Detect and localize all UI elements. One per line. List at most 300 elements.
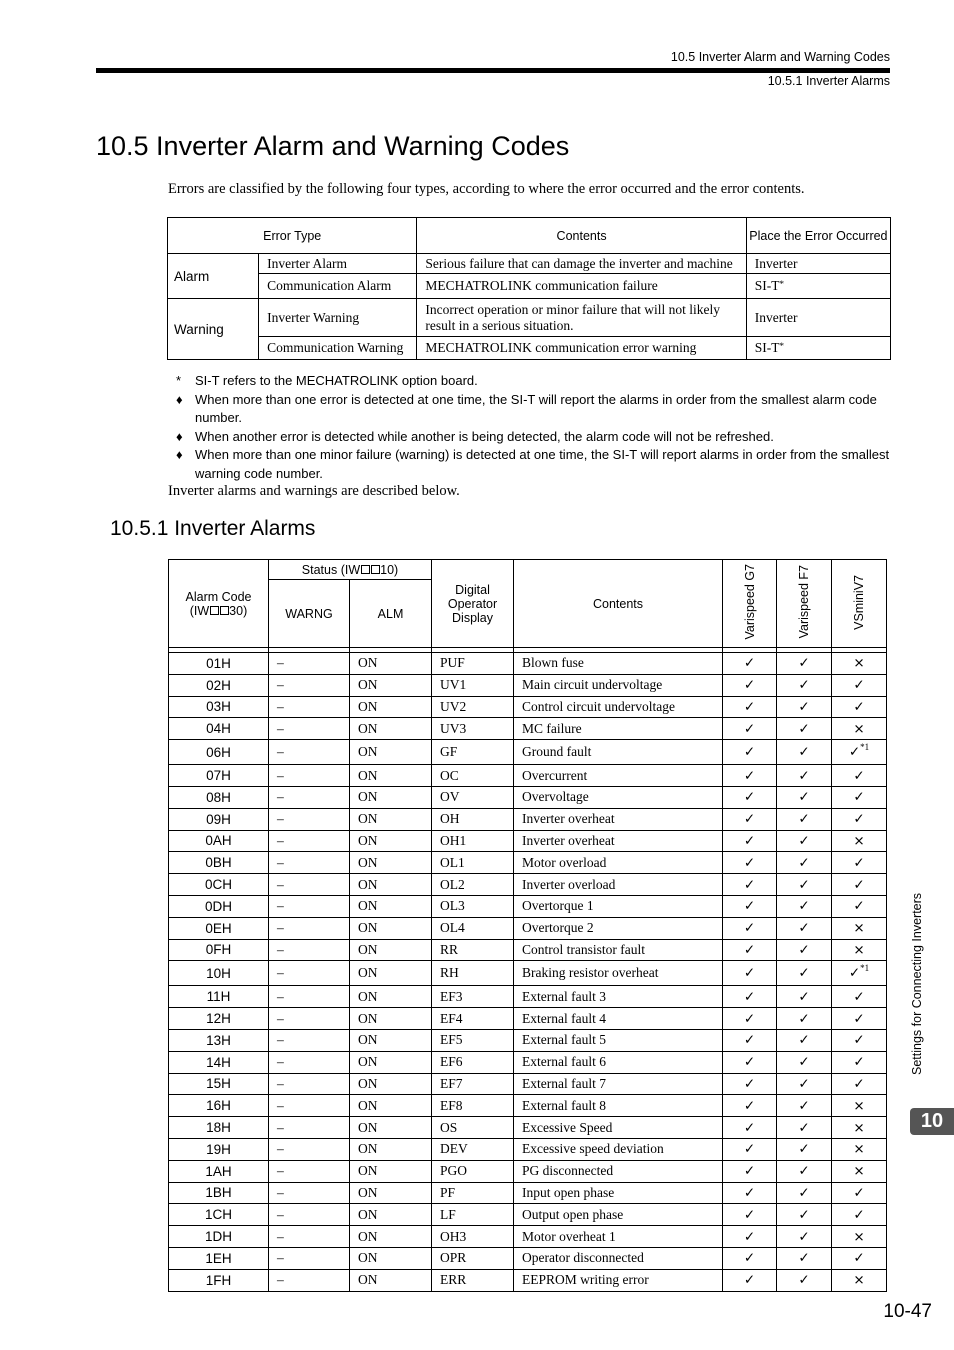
warng-cell-text: – (277, 941, 284, 957)
alm-cell-text: ON (358, 1141, 378, 1157)
vsminiv7-cell (832, 1226, 887, 1248)
alm-cell (350, 1117, 432, 1139)
vsminiv7-cell (832, 765, 887, 787)
header-varispeed-g7 (723, 560, 777, 648)
vsminiv7-cell (832, 852, 887, 874)
alarm-code-cell-text: 19H (206, 1141, 231, 1157)
varispeed-g7-cell (723, 939, 777, 961)
contents-cell-text: MC failure (522, 720, 582, 736)
varispeed-f7-cell (777, 718, 832, 740)
display-cell-text: EF3 (440, 988, 463, 1004)
varispeed-g7-cell (723, 674, 777, 696)
display-cell-text: RH (440, 965, 459, 981)
alm-cell (350, 874, 432, 896)
error-type: Inverter Alarm (259, 254, 417, 274)
cross-icon: × (853, 655, 865, 672)
check-icon: ✓ (743, 941, 756, 958)
check-icon: ✓ (848, 744, 861, 761)
alarm-code-cell (169, 1182, 269, 1204)
display-cell-text: DEV (440, 1141, 468, 1157)
vsminiv7-cell (832, 786, 887, 808)
vsminiv7-cell (832, 1269, 887, 1291)
alarm-code-cell-text: 14H (206, 1054, 231, 1070)
vsminiv7-cell (832, 917, 887, 939)
varispeed-f7-cell (777, 653, 832, 675)
alarm-code-cell-text: 07H (206, 768, 231, 784)
alarm-code-cell (169, 1138, 269, 1160)
warng-cell-text: – (277, 720, 284, 736)
alarm-code-label: Alarm Code (185, 589, 252, 604)
check-icon: ✓ (848, 965, 861, 982)
table-row (169, 808, 887, 830)
cross-icon: × (853, 720, 865, 737)
display-cell (432, 917, 514, 939)
header-contents: Contents (514, 560, 723, 648)
varispeed-g7-cell (723, 740, 777, 765)
check-icon: ✓ (798, 1032, 810, 1049)
cross-icon: × (853, 1141, 865, 1158)
check-icon: ✓ (798, 767, 810, 784)
display-cell-text: EF4 (440, 1010, 463, 1026)
warng-cell (269, 1138, 350, 1160)
table-row (169, 786, 887, 808)
display-cell (432, 852, 514, 874)
alm-cell-text: ON (358, 1228, 378, 1244)
warng-cell-text: – (277, 898, 284, 914)
alm-cell-text: ON (358, 832, 378, 848)
contents-cell (514, 808, 723, 830)
varispeed-g7-cell (723, 1051, 777, 1073)
check-icon: ✓ (743, 1097, 756, 1114)
alarm-code-cell-text: 08H (206, 789, 231, 805)
contents-cell (514, 1073, 723, 1095)
contents-cell (514, 895, 723, 917)
check-icon: ✓ (743, 789, 756, 806)
placeholder-square-icon (361, 565, 370, 574)
vsminiv7-cell (832, 1160, 887, 1182)
display-cell (432, 874, 514, 896)
display-cell (432, 1226, 514, 1248)
alm-cell (350, 986, 432, 1008)
display-cell (432, 961, 514, 986)
alm-cell (350, 1160, 432, 1182)
check-icon: ✓ (853, 1206, 865, 1223)
section-subtitle: 10.5.1 Inverter Alarms (110, 517, 316, 540)
display-cell (432, 895, 514, 917)
contents-cell-text: Motor overheat 1 (522, 1228, 616, 1244)
error-place: Inverter (746, 254, 890, 274)
table-row (169, 674, 887, 696)
cross-icon: × (853, 1119, 865, 1136)
check-icon: ✓ (743, 1141, 756, 1158)
alarm-code-cell (169, 696, 269, 718)
varispeed-f7-cell (777, 1226, 832, 1248)
alm-cell (350, 852, 432, 874)
header-status (269, 560, 432, 580)
varispeed-f7-cell (777, 852, 832, 874)
varispeed-g7-cell (723, 696, 777, 718)
alarm-code-cell (169, 786, 269, 808)
vsminiv7-cell (832, 895, 887, 917)
alm-cell-text: ON (358, 854, 378, 870)
varispeed-f7-cell (777, 1008, 832, 1030)
alm-cell (350, 961, 432, 986)
contents-cell (514, 696, 723, 718)
display-cell (432, 1247, 514, 1269)
display-cell (432, 1160, 514, 1182)
alm-cell (350, 740, 432, 765)
contents-cell-text: External fault 7 (522, 1075, 606, 1091)
intro-paragraph: Errors are classified by the following four types, according to where the error occurred and the error contents. (168, 181, 805, 197)
alm-cell-text: ON (358, 988, 378, 1004)
vsminiv7-cell (832, 1029, 887, 1051)
display-cell (432, 696, 514, 718)
check-icon: ✓ (798, 789, 810, 806)
placeholder-square-icon (210, 606, 219, 615)
alm-cell-text: ON (358, 876, 378, 892)
alm-cell-text: ON (358, 1075, 378, 1091)
contents-cell-text: Inverter overheat (522, 832, 615, 848)
display-cell-text: OPR (440, 1250, 467, 1266)
display-cell-text: OL1 (440, 854, 465, 870)
vsminiv7-cell (832, 718, 887, 740)
alarm-code-cell (169, 1051, 269, 1073)
alm-cell (350, 1138, 432, 1160)
check-icon: ✓ (853, 767, 865, 784)
alm-cell-text: ON (358, 789, 378, 805)
warng-cell-text: – (277, 698, 284, 714)
display-cell-text: RR (440, 941, 459, 957)
warng-cell (269, 765, 350, 787)
check-icon: ✓ (853, 988, 865, 1005)
check-icon: ✓ (743, 767, 756, 784)
alarm-code-cell (169, 674, 269, 696)
alarm-code-cell-text: 1AH (205, 1163, 232, 1179)
table-row (169, 765, 887, 787)
alarm-code-cell (169, 1117, 269, 1139)
varispeed-f7-cell (777, 917, 832, 939)
warng-cell-text: – (277, 876, 284, 892)
warng-cell (269, 740, 350, 765)
display-cell-text: EF7 (440, 1075, 463, 1091)
display-cell-text: PF (440, 1184, 456, 1200)
contents-cell (514, 986, 723, 1008)
alarm-code-cell (169, 718, 269, 740)
alm-cell-text: ON (358, 744, 378, 760)
display-cell-text: EF8 (440, 1097, 463, 1113)
warng-cell-text: – (277, 988, 284, 1004)
contents-cell (514, 1204, 723, 1226)
warng-cell-text: – (277, 789, 284, 805)
table-row (169, 1160, 887, 1182)
contents-cell (514, 852, 723, 874)
contents-cell-text: Overcurrent (522, 767, 588, 783)
warng-cell-text: – (277, 1119, 284, 1135)
si-t-text: SI-T* (754, 278, 785, 293)
contents-cell (514, 653, 723, 675)
check-icon: ✓ (853, 811, 865, 828)
alarm-code-cell-text: 06H (206, 744, 231, 760)
varispeed-f7-cell (777, 786, 832, 808)
warng-cell (269, 895, 350, 917)
alm-cell (350, 808, 432, 830)
contents-cell (514, 1182, 723, 1204)
check-icon: ✓ (853, 677, 865, 694)
alarm-code-cell (169, 1226, 269, 1248)
alarm-code-cell (169, 830, 269, 852)
varispeed-f7-cell (777, 1029, 832, 1051)
contents-cell-text: Motor overload (522, 854, 607, 870)
placeholder-square-icon (371, 565, 380, 574)
varispeed-g7-cell (723, 653, 777, 675)
cross-icon: × (853, 1228, 865, 1245)
table-row (169, 1051, 887, 1073)
check-icon: ✓ (743, 1054, 756, 1071)
varispeed-f7-cell (777, 1247, 832, 1269)
check-icon: ✓ (798, 1250, 810, 1267)
varispeed-g7-cell (723, 1182, 777, 1204)
bullet-text: When more than one error is detected at one time, the SI-T will report the alarms in order from the smallest alarm code number. (195, 391, 877, 425)
check-icon: ✓ (743, 876, 756, 893)
display-cell (432, 765, 514, 787)
table-row (169, 961, 887, 986)
alm-cell-text: ON (358, 898, 378, 914)
alarm-code-cell-text: 10H (206, 965, 231, 981)
contents-cell (514, 1269, 723, 1291)
warng-cell (269, 917, 350, 939)
varispeed-f7-cell (777, 830, 832, 852)
footnote-ref: *1 (860, 963, 870, 974)
warng-cell (269, 1117, 350, 1139)
check-icon: ✓ (743, 1272, 756, 1289)
varispeed-f7-cell (777, 961, 832, 986)
alm-cell-text: ON (358, 720, 378, 736)
display-cell (432, 653, 514, 675)
display-cell (432, 1182, 514, 1204)
outro-paragraph: Inverter alarms and warnings are described below. (168, 483, 460, 499)
table-row (169, 1029, 887, 1051)
alarm-code-cell (169, 1247, 269, 1269)
warng-cell (269, 1160, 350, 1182)
warng-cell (269, 874, 350, 896)
warng-cell-text: – (277, 767, 284, 783)
warng-cell (269, 1051, 350, 1073)
contents-cell-text: Control circuit undervoltage (522, 698, 675, 714)
varispeed-g7-label: Varispeed G7 (742, 564, 757, 640)
alm-cell (350, 939, 432, 961)
vsminiv7-label: VSminiV7 (852, 574, 867, 630)
warng-cell-text: – (277, 854, 284, 870)
warng-cell-text: – (277, 1272, 284, 1288)
placeholder-square-icon (220, 606, 229, 615)
check-icon: ✓ (743, 1228, 756, 1245)
vsminiv7-cell (832, 874, 887, 896)
varispeed-g7-cell (723, 874, 777, 896)
vsminiv7-cell (832, 808, 887, 830)
alm-cell-text: ON (358, 1010, 378, 1026)
contents-cell (514, 939, 723, 961)
contents-cell-text: EEPROM writing error (522, 1272, 649, 1288)
check-icon: ✓ (798, 1097, 810, 1114)
cross-icon: × (853, 832, 865, 849)
alm-cell-text: ON (358, 1272, 378, 1288)
varispeed-f7-cell (777, 1204, 832, 1226)
alarm-code-cell-text: 01H (206, 655, 231, 671)
check-icon: ✓ (798, 1272, 810, 1289)
table-row (169, 1182, 887, 1204)
check-icon: ✓ (853, 1075, 865, 1092)
varispeed-f7-cell (777, 1138, 832, 1160)
check-icon: ✓ (798, 1228, 810, 1245)
warng-cell-text: – (277, 811, 284, 827)
display-cell-text: OC (440, 767, 459, 783)
header-varispeed-f7 (777, 560, 832, 648)
contents-cell-text: External fault 4 (522, 1010, 606, 1026)
varispeed-f7-cell (777, 1051, 832, 1073)
contents-cell (514, 674, 723, 696)
contents-cell-text: Overvoltage (522, 789, 589, 805)
category-warning: Warning (168, 299, 259, 360)
page-number: 10-47 (883, 1301, 932, 1322)
vsminiv7-cell (832, 696, 887, 718)
side-tab-label: Settings for Connecting Inverters (910, 892, 924, 1075)
alm-cell-text: ON (358, 1163, 378, 1179)
alarm-code-cell (169, 1095, 269, 1117)
warng-cell-text: – (277, 1097, 284, 1113)
alarm-code-cell (169, 961, 269, 986)
varispeed-f7-cell (777, 895, 832, 917)
vsminiv7-cell (832, 1247, 887, 1269)
alm-cell-text: ON (358, 1097, 378, 1113)
contents-cell-text: Control transistor fault (522, 941, 645, 957)
varispeed-f7-cell (777, 765, 832, 787)
warng-cell (269, 653, 350, 675)
alm-cell-text: ON (358, 677, 378, 693)
alm-cell (350, 674, 432, 696)
si-t-text: SI-T* (754, 340, 785, 355)
contents-cell (514, 765, 723, 787)
alm-cell-text: ON (358, 655, 378, 671)
bullet-item (176, 391, 891, 428)
warng-cell-text: – (277, 965, 284, 981)
alarm-code-cell-text: 1EH (205, 1250, 232, 1266)
check-icon: ✓ (798, 832, 810, 849)
header-warng: WARNG (269, 580, 350, 648)
check-icon: ✓ (743, 1010, 756, 1027)
notes-list (176, 372, 891, 483)
display-cell-text: PUF (440, 655, 465, 671)
warng-cell-text: – (277, 1206, 284, 1222)
varispeed-f7-cell (777, 808, 832, 830)
table-row (169, 895, 887, 917)
asterisk-mark: * (176, 373, 182, 388)
alm-cell-text: ON (358, 941, 378, 957)
alarm-code-cell-text: 1CH (204, 1207, 232, 1223)
alarm-code-cell-text: 1FH (205, 1272, 232, 1288)
alm-cell (350, 696, 432, 718)
table-row (169, 1269, 887, 1291)
warng-cell (269, 1204, 350, 1226)
contents-cell-text: Inverter overheat (522, 811, 615, 827)
cross-icon: × (853, 1272, 865, 1289)
display-cell-text: OS (440, 1119, 458, 1135)
error-type: Inverter Warning (259, 299, 417, 337)
varispeed-f7-cell (777, 1269, 832, 1291)
alarm-code-cell (169, 740, 269, 765)
error-type: Communication Warning (259, 337, 417, 360)
header-digital-operator-display (432, 560, 514, 648)
alarm-code-cell-text: 13H (206, 1032, 231, 1048)
diamond-bullet-icon: ♦ (176, 428, 183, 444)
check-icon: ✓ (853, 898, 865, 915)
alarm-code-cell (169, 917, 269, 939)
contents-cell-text: Braking resistor overheat (522, 965, 659, 981)
alm-cell (350, 718, 432, 740)
alarm-code-cell-text: 02H (206, 677, 231, 693)
category-alarm: Alarm (168, 254, 259, 299)
check-icon: ✓ (798, 655, 810, 672)
varispeed-g7-cell (723, 808, 777, 830)
vsminiv7-cell (832, 1117, 887, 1139)
alm-cell (350, 917, 432, 939)
alarm-code-cell (169, 765, 269, 787)
vsminiv7-cell (832, 674, 887, 696)
error-place (746, 337, 890, 360)
page-title: 10.5 Inverter Alarm and Warning Codes (96, 131, 570, 161)
contents-cell-text: PG disconnected (522, 1163, 614, 1179)
check-icon: ✓ (853, 876, 865, 893)
display-cell-text: EF6 (440, 1054, 463, 1070)
contents-cell (514, 1160, 723, 1182)
check-icon: ✓ (798, 988, 810, 1005)
alm-cell (350, 1051, 432, 1073)
display-cell-text: UV1 (440, 677, 467, 693)
table-row (169, 1247, 887, 1269)
alm-cell-text: ON (358, 1250, 378, 1266)
table-row (169, 917, 887, 939)
header-alm: ALM (350, 580, 432, 648)
alm-cell-text: ON (358, 1206, 378, 1222)
display-cell (432, 1095, 514, 1117)
warng-cell-text: – (277, 1228, 284, 1244)
warng-cell-text: – (277, 677, 284, 693)
contents-cell-text: Excessive speed deviation (522, 1141, 664, 1157)
alarm-code-cell (169, 653, 269, 675)
varispeed-f7-cell (777, 1117, 832, 1139)
check-icon: ✓ (743, 744, 756, 761)
contents-cell (514, 1247, 723, 1269)
error-contents: MECHATROLINK communication error warning (417, 337, 746, 360)
alarm-code-cell (169, 1008, 269, 1030)
alarm-code-cell-text: 15H (206, 1076, 231, 1092)
varispeed-f7-cell (777, 1160, 832, 1182)
varispeed-g7-cell (723, 1160, 777, 1182)
contents-cell (514, 1138, 723, 1160)
display-cell-text: LF (440, 1206, 456, 1222)
vsminiv7-cell (832, 1138, 887, 1160)
display-cell-text: ERR (440, 1272, 467, 1288)
alarm-code-cell-text: 11H (206, 989, 231, 1005)
warng-cell (269, 1008, 350, 1030)
check-icon: ✓ (798, 1163, 810, 1180)
table-row (169, 1095, 887, 1117)
alm-cell-text: ON (358, 1184, 378, 1200)
table-row (169, 986, 887, 1008)
vsminiv7-cell (832, 1073, 887, 1095)
check-icon: ✓ (743, 1075, 756, 1092)
alm-cell-text: ON (358, 698, 378, 714)
table-row (169, 1204, 887, 1226)
